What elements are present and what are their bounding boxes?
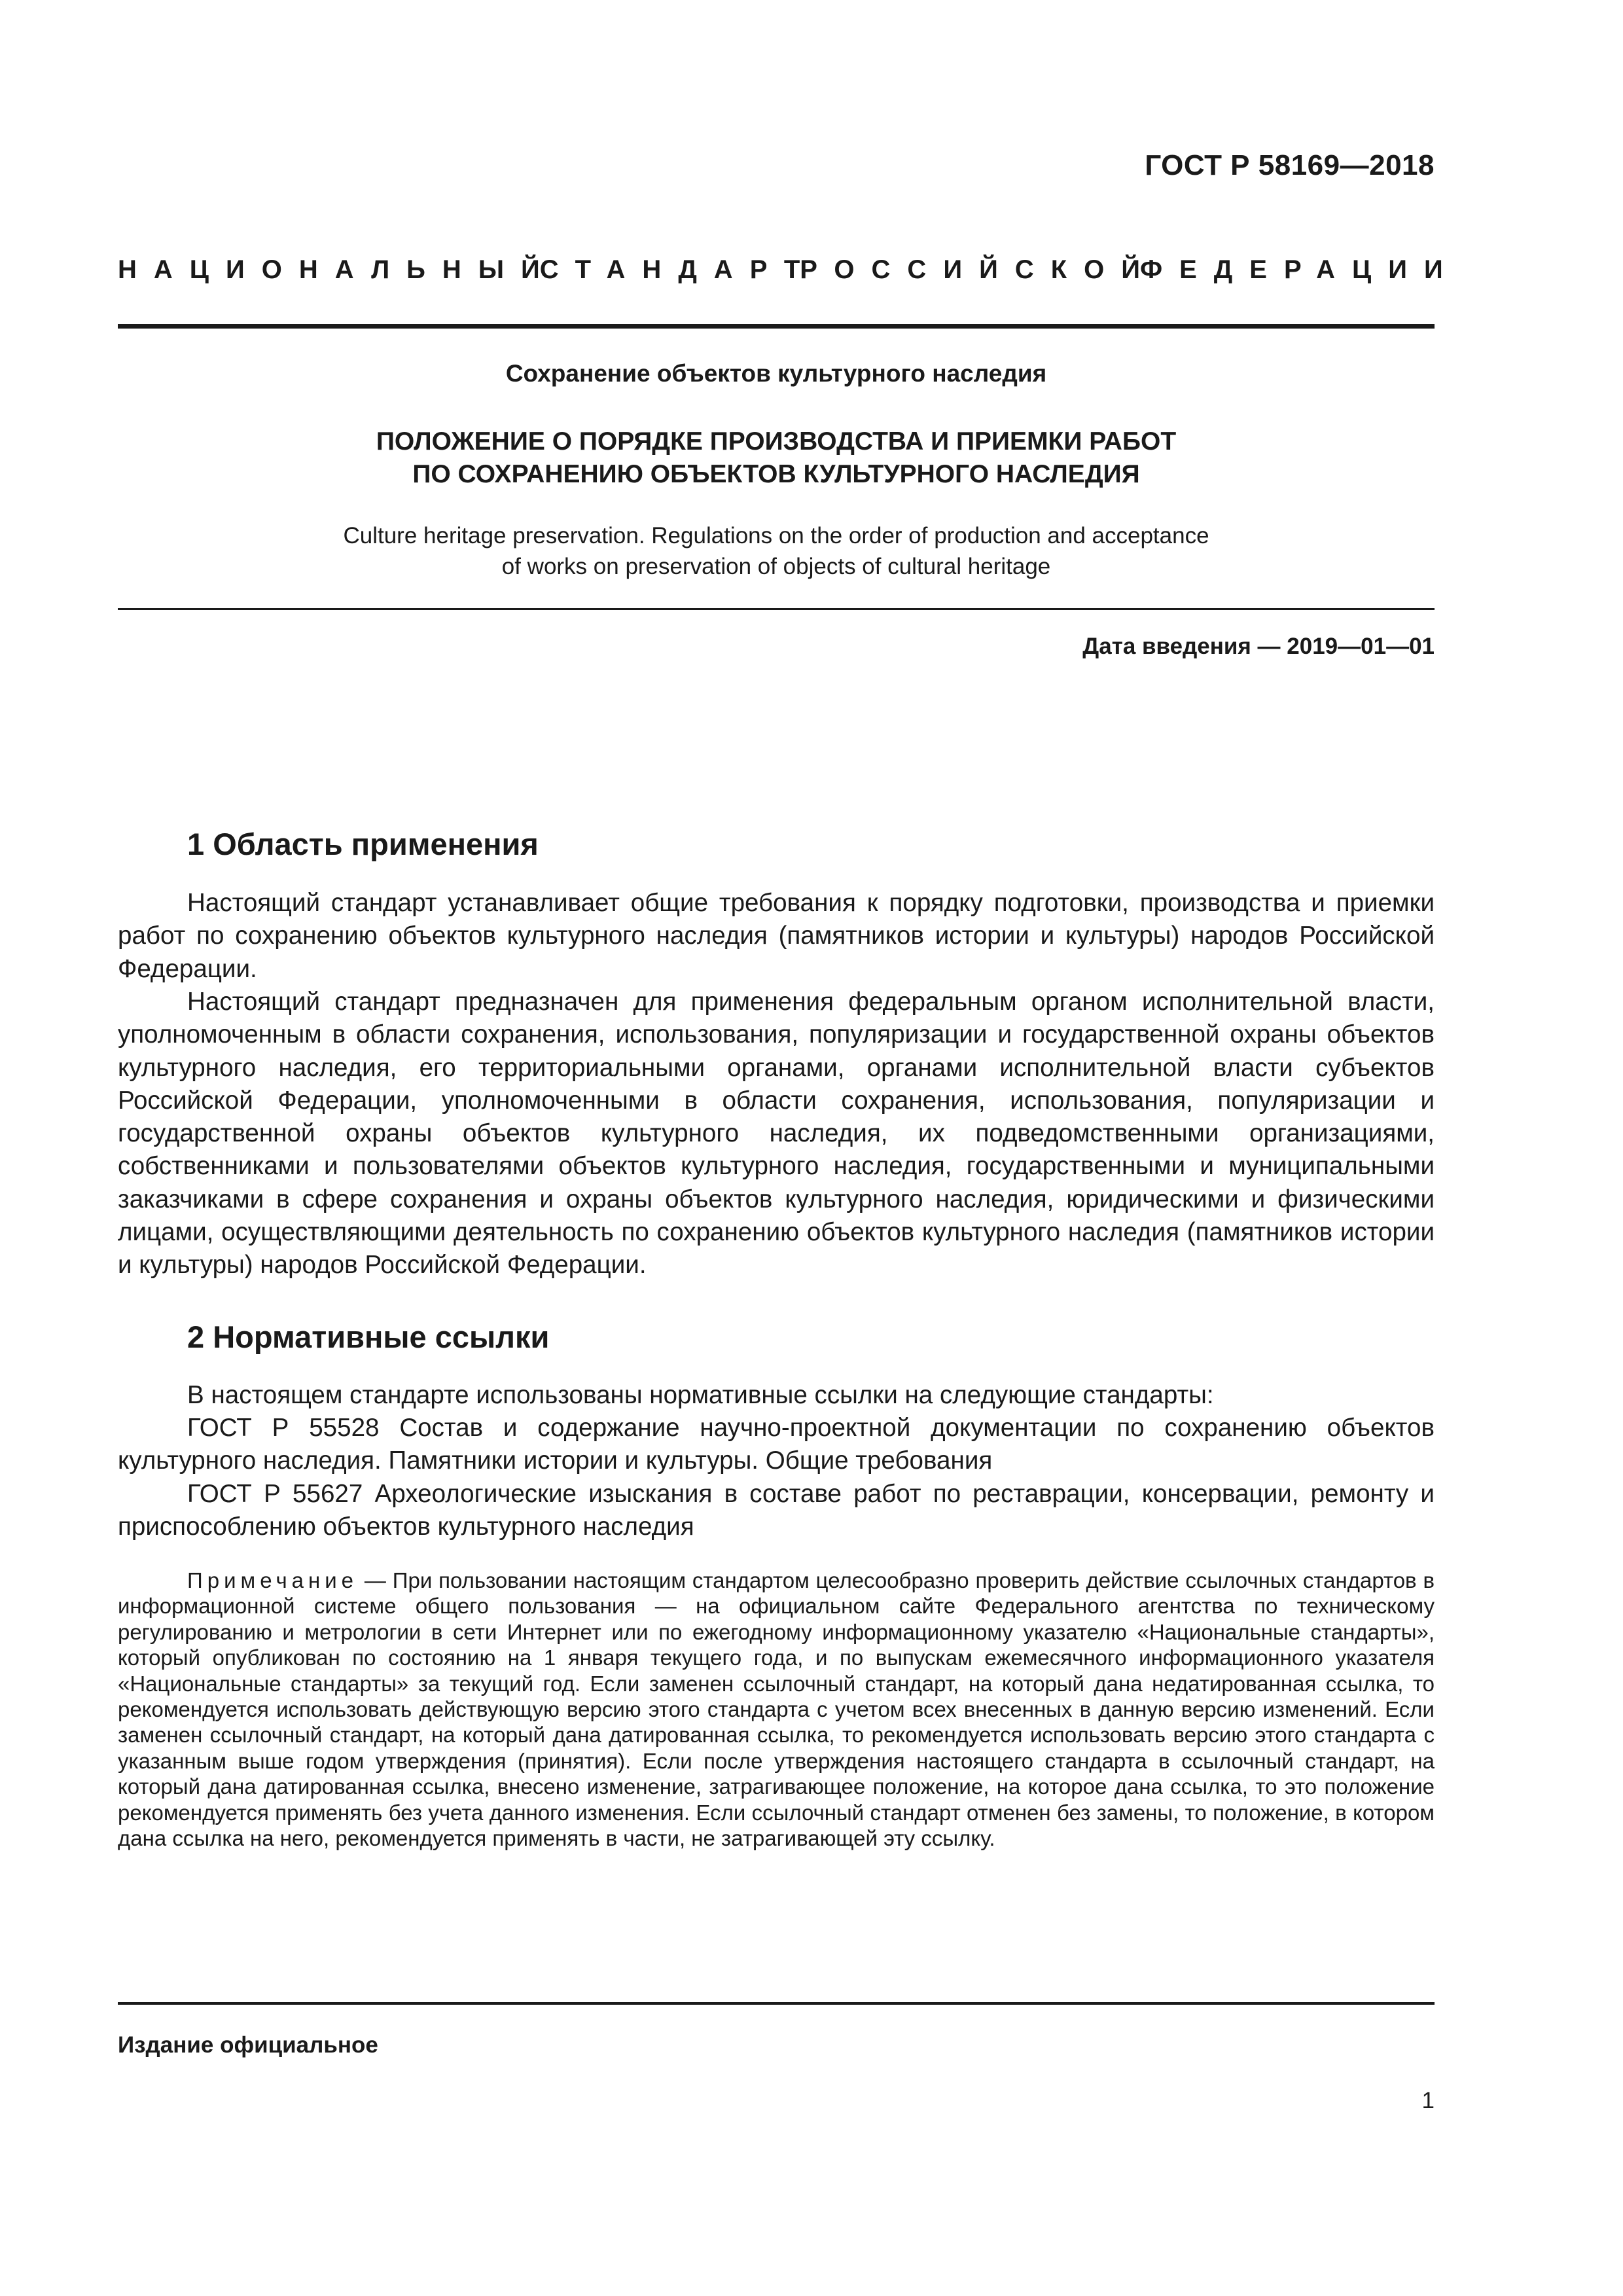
note-text: — При пользовании настоящим стандартом целесообразно проверить действие ссылочных стандартов в информационной системе общего пользования — на официальном сайте Федерального агентства по техническому регулированию и метрологии в сети Интернет или по ежегодному информационному указателю «Национальные стандарты», который опубликован по состоянию на 1 января текущего года, и по выпускам ежемесячного информационного указателя «Национальные стандарты» за текущий год. Если заменен ссылочный стандарт, на который дана недатированная ссылка, то рекомендуется использовать действующую версию этого стандарта с учетом всех внесенных в данную версию изменений. Если заменен ссылочный стандарт, на который дана датированная ссылка, то рекомендуется использовать версию этого стандарта с указанным выше годом утверждения (принятия). Если после утверждения настоящего стандарта в ссылочный стандарт, на который дана датированная ссылка, внесено изменение, затрагивающее положение, на которое дана ссылка, то это положение рекомендуется применять без учета данного изменения. Если ссылочный стандарт отменен без замены, то положение, в котором дана ссылка на него, рекомендуется применять в части, не затрагивающей эту ссылку. — [118, 1568, 1435, 1851]
series-word: ФЕДЕРАЦИИ — [1139, 255, 1460, 284]
footer-divider — [118, 2002, 1435, 2005]
paragraph: Настоящий стандарт устанавливает общие требования к порядку подготовки, производства и приемки работ по сохранению объектов культурного наследия (памятников истории и культуры) народов Российской Федерации. — [118, 889, 1435, 983]
series-word: РОССИЙСКОЙ — [800, 255, 1157, 284]
introduction-date: Дата введения — 2019—01—01 — [1082, 634, 1435, 659]
page-number: 1 — [1421, 2088, 1435, 2113]
english-title — [118, 520, 1435, 582]
reference-item: ГОСТ Р 55528 Состав и содержание научно-проектной документации по сохранению объектов культурного наследия. Памятники истории и культуры. Общие требования — [118, 1414, 1435, 1475]
series-word: СТАНДАРТ — [539, 255, 817, 284]
reference-item: ГОСТ Р 55627 Археологические изыскания в составе работ по реставрации, консервации, ремонту и приспособлению объектов культурного наследия — [118, 1480, 1435, 1541]
series-word: НАЦИОНАЛЬНЫЙ — [118, 255, 557, 284]
section-heading-scope: 1 Область применения — [187, 827, 539, 861]
main-title-line: ПОЛОЖЕНИЕ О ПОРЯДКЕ ПРОИЗВОДСТВА И ПРИЕМКИ РАБОТ — [376, 427, 1177, 456]
english-title-line: of works on preservation of objects of cultural heritage — [501, 554, 1051, 579]
note-label: Примечание — [187, 1568, 359, 1592]
paragraph: Настоящий стандарт предназначен для применения федеральным органом исполнительной власти, уполномоченным в области сохранения, использования, популяризации и государственной охраны объектов культурного наследия, его территориальными органами, органами исполнительной власти субъектов Российской Федерации, уполномоченными в области сохранения, использования, популяризации и государственной охраны объектов культурного наследия, их подведомственными организациями, собственниками и пользователями объектов культурного наследия, государственными и муниципальными заказчиками в сфере сохранения и охраны объектов культурного наследия, юридическими и физическими лицами, осуществляющими деятельность по сохранению объектов культурного наследия (памятников истории и культуры) народов Российской Федерации. — [118, 988, 1435, 1280]
note — [118, 1568, 1435, 1851]
theme-title: Сохранение объектов культурного наследия — [505, 360, 1047, 387]
main-title-line: ПО СОХРАНЕНИЮ ОБЪЕКТОВ КУЛЬТУРНОГО НАСЛЕДИЯ — [412, 460, 1140, 488]
paragraph: В настоящем стандарте использованы нормативные ссылки на следующие стандарты: — [187, 1381, 1214, 1409]
main-title — [118, 425, 1435, 491]
english-title-line: Culture heritage preservation. Regulations on the order of production and acceptance — [343, 523, 1209, 548]
standard-series-line — [118, 255, 1460, 285]
section-heading-normative-references: 2 Нормативные ссылки — [187, 1319, 550, 1354]
document-number: ГОСТ Р 58169—2018 — [1145, 149, 1435, 181]
header-divider — [118, 324, 1435, 329]
title-divider — [118, 608, 1435, 610]
official-edition-label: Издание официальное — [118, 2032, 378, 2058]
